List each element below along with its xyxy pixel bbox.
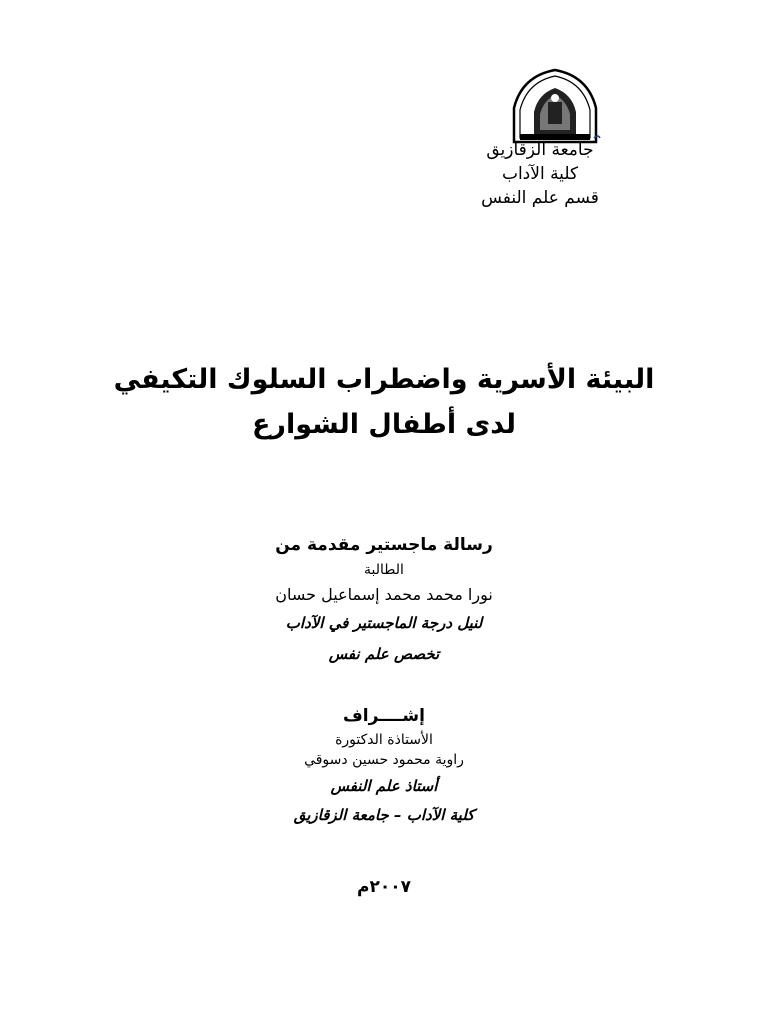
thesis-title-line-1: البيئة الأسرية واضطراب السلوك التكيفي [113,364,655,395]
university-info [440,138,640,210]
supervisor-title: الأستاذة الدكتورة [335,732,433,748]
supervisor-name: راوية محمود حسين دسوقي [304,752,464,768]
university-name: جامعة الزقازيق [486,140,594,160]
student-name: نورا محمد محمد إسماعيل حسان [275,585,493,604]
supervisor-position: أستاذ علم النفس [330,777,438,795]
student-label: الطالبة [364,562,404,578]
department-name: قسم علم النفس [481,188,599,208]
university-seal-icon [508,68,602,148]
faculty-name: كلية الآداب [501,164,579,184]
degree-text: لنيل درجة الماجستير في الآداب [285,614,483,632]
specialty-text: تخصص علم نفس [328,645,440,663]
thesis-title-line-2: لدى أطفال الشوارع [251,409,516,440]
submission-heading: رسالة ماجستير مقدمة من [275,535,493,555]
supervisor-affiliation: كلية الآداب – جامعة الزقازيق [293,806,475,824]
year: ٢٠٠٧م [357,877,411,897]
supervision-heading: إشــــراف [343,706,425,726]
